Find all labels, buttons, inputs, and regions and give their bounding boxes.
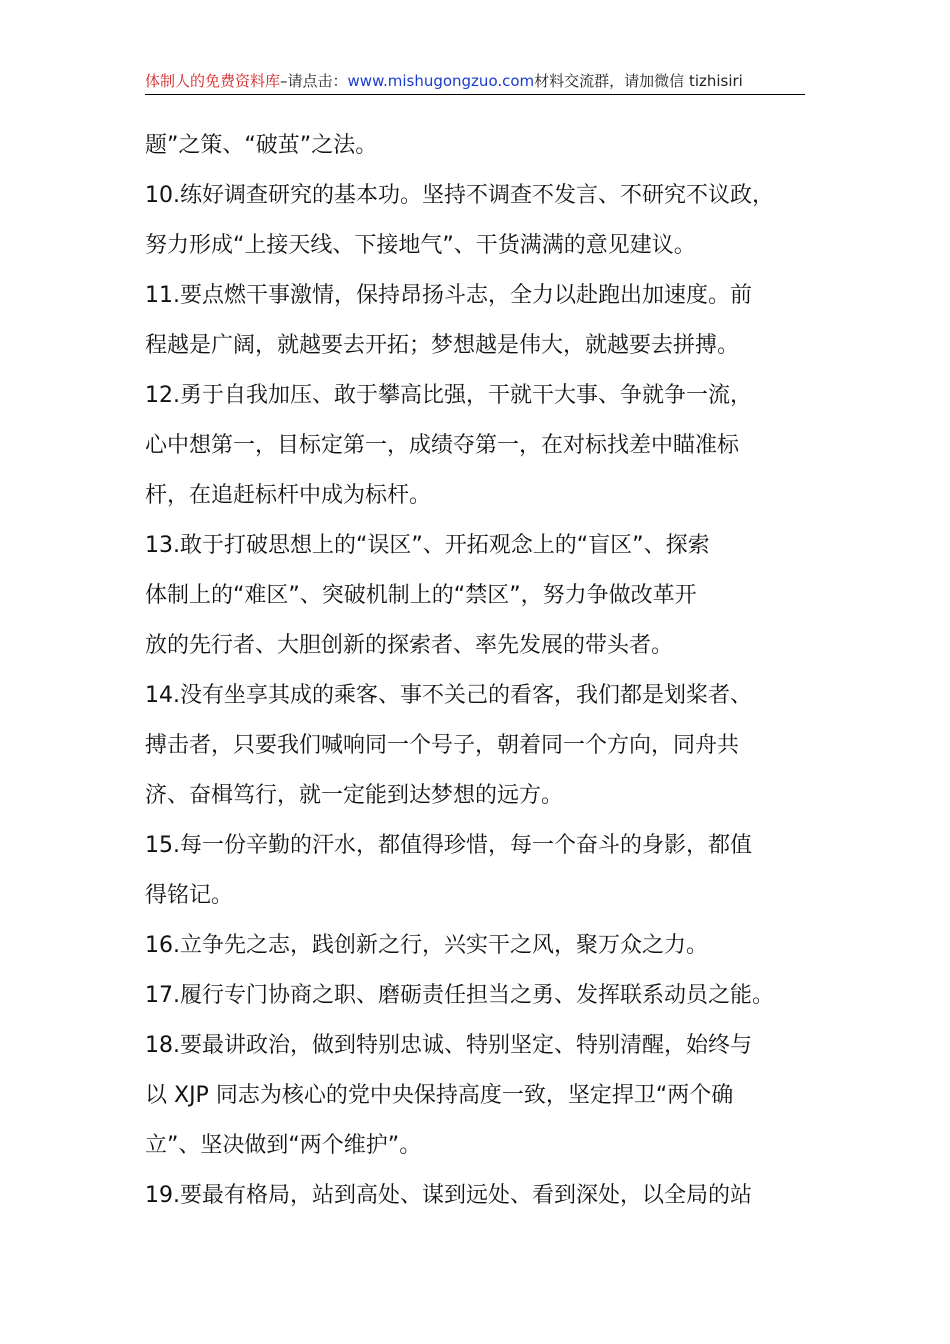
text-line: 济、奋楫笃行，就一定能到达梦想的远方。 xyxy=(145,783,564,808)
header-contact: 材料交流群，请加微信 tizhisiri xyxy=(534,72,743,90)
text-line: 体制上的“难区”、突破机制上的“禁区”，努力争做改革开 xyxy=(145,583,697,608)
text-line: 杆，在追赶标杆中成为标杆。 xyxy=(145,483,432,508)
header-url-link[interactable]: www.mishugongzuo.com xyxy=(347,72,535,90)
text-line: 题”之策、“破茧”之法。 xyxy=(145,133,378,158)
text-line: 得铭记。 xyxy=(145,883,234,908)
text-line: 16.立争先之志，践创新之行，兴实干之风，聚万众之力。 xyxy=(145,933,708,958)
text-line: 搏击者，只要我们喊响同一个号子，朝着同一个方向，同舟共 xyxy=(145,733,740,758)
text-line: 17.履行专门协商之职、磨砺责任担当之勇、发挥联系动员之能。 xyxy=(145,983,774,1008)
text-line: 18.要最讲政治，做到特别忠诚、特别坚定、特别清醒，始终与 xyxy=(145,1033,752,1058)
text-line: 12.勇于自我加压、敢于攀高比强，干就干大事、争就争一流， xyxy=(145,383,752,408)
page-header xyxy=(145,70,805,95)
text-line: 10.练好调查研究的基本功。坚持不调查不发言、不研究不议政， xyxy=(145,183,774,208)
text-line: 程越是广阔，就越要去开拓；梦想越是伟大，就越要去拼搏。 xyxy=(145,333,740,358)
text-line: 19.要最有格局，站到高处、谋到远处、看到深处，以全局的站 xyxy=(145,1183,752,1208)
text-line: 立”、坚决做到“两个维护”。 xyxy=(145,1133,422,1158)
text-line: 放的先行者、大胆创新的探索者、率先发展的带头者。 xyxy=(145,633,674,658)
header-brand: 体制人的免费资料库 xyxy=(145,72,281,90)
text-line: 心中想第一，目标定第一，成绩夺第一，在对标找差中瞄准标 xyxy=(145,433,740,458)
header-prompt: –请点击： xyxy=(280,72,348,90)
text-line: 11.要点燃干事激情，保持昂扬斗志，全力以赴跑出加速度。前 xyxy=(145,283,752,308)
text-line: 以 XJP 同志为核心的党中央保持高度一致，坚定捍卫“两个确 xyxy=(145,1083,734,1108)
document-body xyxy=(145,121,815,1221)
text-line: 14.没有坐享其成的乘客、事不关己的看客，我们都是划桨者、 xyxy=(145,683,752,708)
text-line: 15.每一份辛勤的汗水，都值得珍惜，每一个奋斗的身影，都值 xyxy=(145,833,752,858)
text-line: 13.敢于打破思想上的“误区”、开拓观念上的“盲区”、探索 xyxy=(145,533,710,558)
text-line: 努力形成“上接天线、下接地气”、干货满满的意见建议。 xyxy=(145,233,696,258)
